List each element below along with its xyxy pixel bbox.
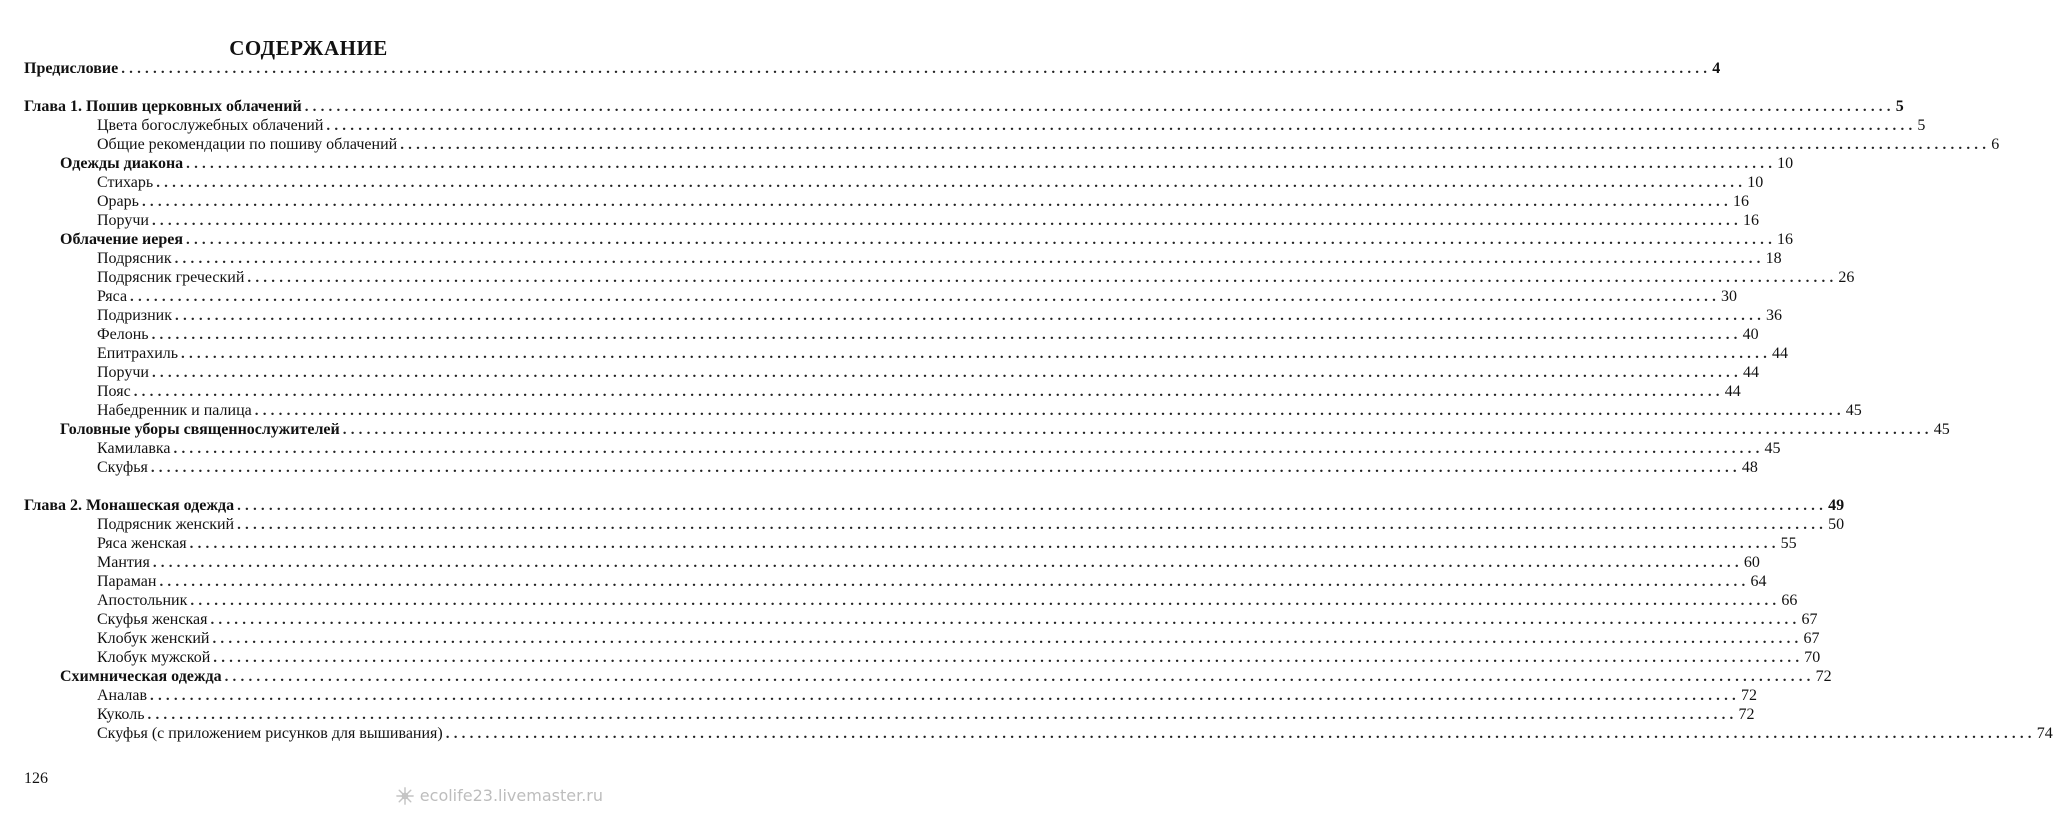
dot-leader: ........................................................................................................................................................................................................ [151,365,1742,381]
dot-leader: ........................................................................................................................................................................................................ [237,498,1828,514]
dot-leader: ........................................................................................................................................................................................................ [304,99,1895,115]
toc-entry [0,572,1767,591]
toc-entry [0,249,1782,268]
dot-leader: ........................................................................................................................................................................................................ [254,403,1845,419]
toc-entry-page: 45 [1845,402,1862,419]
toc-entry [0,268,1855,287]
toc-entry [0,439,1781,458]
dot-leader: ........................................................................................................................................................................................................ [224,669,1815,685]
toc-entry-page: 44 [1742,364,1759,381]
toc-entry-label: Одежды диакона [60,154,186,173]
dot-leader: ........................................................................................................................................................................................................ [152,555,1743,571]
toc-entry [0,306,1783,325]
toc-entry-label: Глава 1. Пошив церковных облачений [24,97,305,116]
dot-leader: ........................................................................................................................................................................................................ [247,270,1838,286]
toc-entry-page: 26 [1838,269,1855,286]
dot-leader: ........................................................................................................................................................................................................ [159,574,1750,590]
dot-leader: ........................................................................................................................................................................................................ [156,175,1747,191]
toc-entry-page: 5 [1917,117,1926,134]
toc-entry [0,629,1820,648]
toc-entry-page: 49 [1828,497,1845,514]
toc-entry-label: Мантия [97,553,153,572]
toc-entry-label: Клобук женский [97,629,212,648]
toc-section [0,230,1794,249]
toc-entry [0,135,2000,154]
toc-entry [0,363,1759,382]
toc-entry [0,287,1738,306]
toc-entry-label: Фелонь [97,325,152,344]
toc-section [0,420,1950,439]
toc-entry-label: Цвета богослужебных облачений [97,116,326,135]
dot-leader: ........................................................................................................................................................................................................ [181,346,1772,362]
dot-leader: ........................................................................................................................................................................................................ [150,688,1740,704]
dot-leader: ........................................................................................................................................................................................................ [186,232,1777,248]
watermark-text: ecolife23.livemaster.ru [419,786,603,805]
toc-entry [0,458,1758,477]
toc-entry-page: 16 [1732,193,1749,210]
toc-entry-page: 40 [1742,326,1759,343]
toc-entry-page: 44 [1772,345,1789,362]
toc-entry-page: 4 [1712,60,1721,77]
toc-entry-label: Епитрахиль [97,344,181,363]
toc-entry-label: Подрясник греческий [97,268,247,287]
dot-leader: ........................................................................................................................................................................................................ [173,441,1764,457]
dot-leader: ........................................................................................................................................................................................................ [174,251,1765,267]
dot-leader: ........................................................................................................................................................................................................ [213,650,1804,666]
toc-entry-page: 67 [1801,611,1818,628]
dot-leader: ........................................................................................................................................................................................................ [151,213,1742,229]
toc-entry-label: Общие рекомендации по пошиву облачений [97,135,400,154]
toc-entry-page: 6 [1991,136,2000,153]
toc-section [0,154,1794,173]
toc-entry [0,534,1797,553]
dot-leader: ........................................................................................................................................................................................................ [342,422,1933,438]
dot-leader: ........................................................................................................................................................................................................ [445,726,2036,742]
toc-entry [0,401,1862,420]
toc-entry-page: 45 [1933,421,1950,438]
toc-entry [0,705,1755,724]
toc-entry-label: Параман [97,572,159,591]
table-of-contents [0,59,2053,743]
dot-leader: ........................................................................................................................................................................................................ [326,118,1917,134]
toc-entry-page: 55 [1780,535,1797,552]
toc-entry [0,116,1926,135]
toc-entry-label: Камилавка [97,439,174,458]
toc-entry-page: 66 [1781,592,1798,609]
toc-entry [0,344,1789,363]
toc-entry-page: 16 [1742,212,1759,229]
dot-leader: ........................................................................................................................................................................................................ [121,61,1712,77]
dot-leader: ........................................................................................................................................................................................................ [189,536,1780,552]
watermark [396,786,603,805]
dot-leader: ........................................................................................................................................................................................................ [186,156,1777,172]
toc-entry [0,686,1757,705]
dot-leader: ........................................................................................................................................................................................................ [147,707,1738,723]
toc-entry [0,211,1759,230]
toc-entry-page: 18 [1765,250,1782,267]
dot-leader: ........................................................................................................................................................................................................ [141,194,1732,210]
dot-leader: ........................................................................................................................................................................................................ [130,289,1721,305]
page-title: СОДЕРЖАНИЕ [229,36,388,60]
toc-entry-label: Поручи [97,211,152,230]
toc-entry-label: Ряса женская [97,534,190,553]
toc-entry-label: Скуфья [97,458,151,477]
dot-leader: ........................................................................................................................................................................................................ [400,137,1991,153]
toc-entry-page: 30 [1721,288,1738,305]
toc-entry-page: 72 [1741,687,1757,704]
toc-entry [0,724,2053,743]
toc-entry-label: Апостольник [97,591,190,610]
toc-entry-label: Предисловие [24,59,121,78]
toc-entry [0,173,1764,192]
toc-entry-page: 5 [1895,98,1904,115]
toc-entry-page: 16 [1777,231,1794,248]
toc-chapter [0,59,1721,78]
toc-entry-page: 10 [1747,174,1764,191]
toc-entry-page: 60 [1743,554,1760,571]
toc-entry-page: 36 [1766,307,1783,324]
toc-entry-label: Подрясник женский [97,515,237,534]
toc-entry-label: Стихарь [97,173,156,192]
toc-entry-label: Скуфья (с приложением рисунков для вышивания) [97,724,446,743]
dot-leader: ........................................................................................................................................................................................................ [151,327,1742,343]
toc-entry-label: Пояс [97,382,134,401]
toc-entry-label: Набедренник и палица [97,401,255,420]
toc-chapter [0,97,1904,116]
toc-entry-label: Глава 2. Монашеская одежда [24,496,237,515]
toc-entry [0,382,1741,401]
toc-entry-label: Схимническая одежда [60,667,225,686]
toc-entry-page: 70 [1804,649,1821,666]
section-spacer [0,477,617,496]
toc-entry [0,610,1818,629]
toc-chapter [0,496,1845,515]
toc-entry [0,553,1760,572]
toc-entry-label: Куколь [97,705,148,724]
dot-leader: ........................................................................................................................................................................................................ [237,517,1828,533]
toc-entry-label: Скуфья женская [97,610,210,629]
dot-leader: ........................................................................................................................................................................................................ [210,612,1801,628]
toc-entry-page: 72 [1815,668,1832,685]
toc-section [0,667,1832,686]
toc-entry-page: 48 [1741,459,1758,476]
dot-leader: ........................................................................................................................................................................................................ [175,308,1766,324]
toc-entry-page: 64 [1750,573,1767,590]
toc-entry-page: 44 [1724,383,1741,400]
dot-leader: ........................................................................................................................................................................................................ [190,593,1781,609]
toc-entry-page: 74 [2036,725,2053,742]
toc-entry-page: 72 [1738,706,1755,723]
toc-entry-page: 67 [1803,630,1820,647]
toc-entry [0,591,1798,610]
page-number: 126 [24,770,48,787]
toc-entry [0,325,1759,344]
dot-leader: ........................................................................................................................................................................................................ [150,460,1741,476]
toc-entry [0,648,1821,667]
snowflake-icon [396,787,414,805]
toc-entry-label: Головные уборы священнослужителей [60,420,343,439]
dot-leader: ........................................................................................................................................................................................................ [133,384,1724,400]
toc-entry-label: Ряса [97,287,130,306]
toc-entry [0,515,1845,534]
dot-leader: ........................................................................................................................................................................................................ [212,631,1803,647]
toc-entry-page: 45 [1764,440,1781,457]
toc-entry-label: Поручи [97,363,152,382]
toc-entry [0,192,1749,211]
section-spacer [0,78,617,97]
toc-entry-page: 50 [1828,516,1845,533]
toc-entry-page: 10 [1777,155,1794,172]
toc-entry-label: Подрясник [97,249,175,268]
toc-entry-label: Клобук мужской [97,648,213,667]
toc-entry-label: Аналав [97,686,150,705]
toc-entry-label: Подризник [97,306,175,325]
toc-entry-label: Облачение иерея [60,230,186,249]
toc-entry-label: Орарь [97,192,142,211]
